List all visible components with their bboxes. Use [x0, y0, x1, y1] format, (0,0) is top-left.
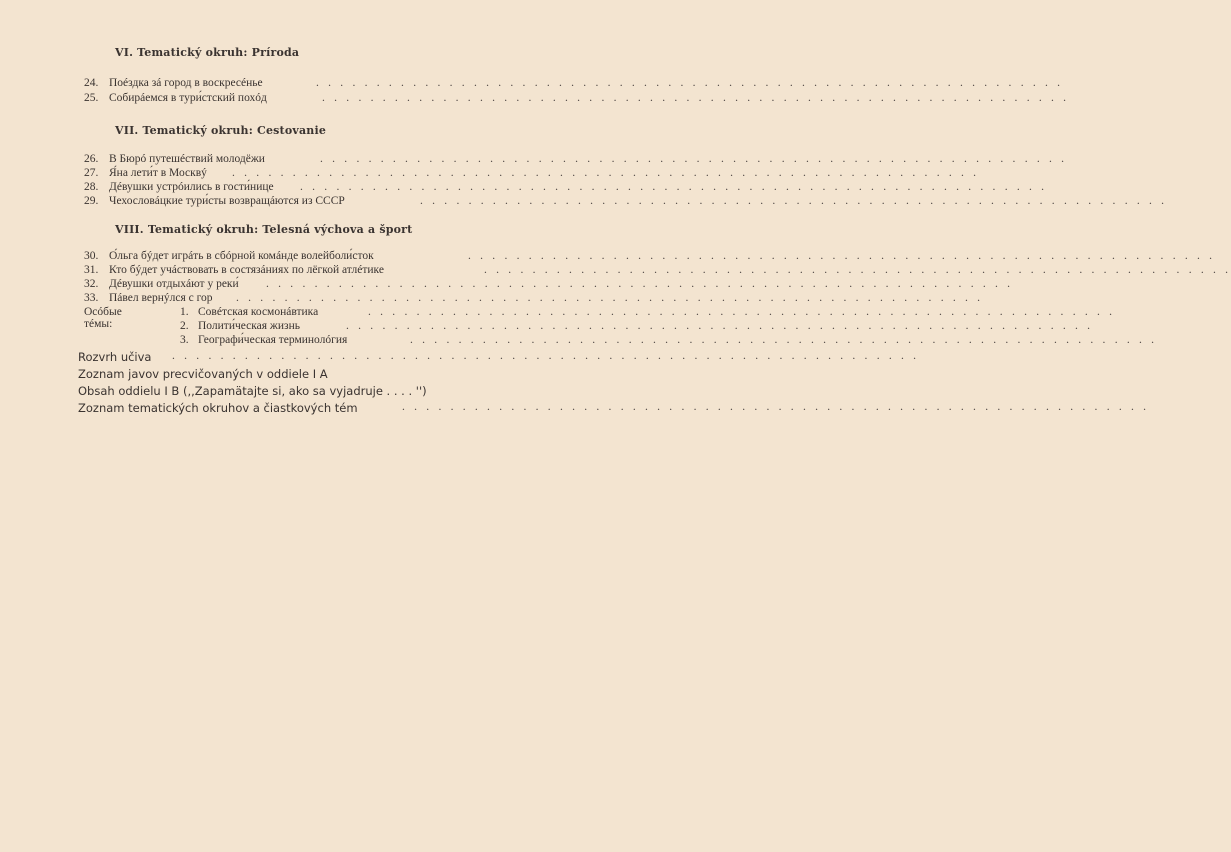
section-heading-vi: VI. Tematický okruh: Príroda — [115, 46, 300, 59]
entry-title: Rozvrh učiva — [78, 350, 152, 364]
leader-dots: . . . . . . . . . . . . . . . . . . . . . . . . . . . . . . . . . . . . . . . . . . . . . . . . . . . . . . . . . . . . . . — [420, 195, 1168, 207]
entry-title: Поéздка зá город в воскресéнье — [109, 77, 263, 89]
entry-title: Совéтская космонáвтика — [198, 306, 319, 318]
leader-dots: . . . . . . . . . . . . . . . . . . . . . . . . . . . . . . . . . . . . . . . . . . . . . . . . . . . . . . . . . . . . . . — [300, 181, 1048, 193]
entry-number: 33. — [84, 292, 99, 304]
leader-dots: . . . . . . . . . . . . . . . . . . . . . . . . . . . . . . . . . . . . . . . . . . . . . . . . . . . . . . . . . . . . . . — [316, 77, 1064, 89]
leader-dots: . . . . . . . . . . . . . . . . . . . . . . . . . . . . . . . . . . . . . . . . . . . . . . . . . . . . . . . . . . . . . . — [368, 306, 1116, 318]
entry-number: 27. — [84, 167, 99, 179]
entry-title: Полити́ческая жизнь — [198, 320, 300, 332]
entry-number: 28. — [84, 181, 99, 193]
leader-dots: . . . . . . . . . . . . . . . . . . . . . . . . . . . . . . . . . . . . . . . . . . . . . . . . . . . . . . . . . . . . . . — [484, 264, 1231, 276]
leader-dots: . . . . . . . . . . . . . . . . . . . . . . . . . . . . . . . . . . . . . . . . . . . . . . . . . . . . . . . . . . . . . . — [322, 92, 1070, 104]
entry-number: 25. — [84, 92, 99, 104]
entry-title: Кто бýдет учáствовать в состязáниях по лёгкой атлéтике — [109, 264, 384, 276]
entry-title: Пáвел вернýлся с гор — [109, 292, 213, 304]
entry-title: Дéвушки отдыхáют у реки́ — [109, 278, 239, 290]
leader-dots: . . . . . . . . . . . . . . . . . . . . . . . . . . . . . . . . . . . . . . . . . . . . . . . . . . . . . . . . . . . . . . — [232, 167, 980, 179]
entry-title: Zoznam javov precvičovaných v oddiele I A — [78, 367, 328, 381]
entry-title: Zoznam tematických okruhov a čiastkových tém — [78, 401, 358, 415]
entry-title: Чехословáцкие тури́сты возвращáются из СССР — [109, 195, 345, 207]
entry-number: 2. — [180, 320, 189, 332]
leader-dots: . . . . . . . . . . . . . . . . . . . . . . . . . . . . . . . . . . . . . . . . . . . . . . . . . . . . . . . . . . . . . . — [402, 401, 1150, 413]
section-heading-viii: VIII. Tematický okruh: Telesná výchova a šport — [115, 223, 413, 236]
entry-title: О́льга бýдет игрáть в сбóрной комáнде волейболи́сток — [109, 250, 374, 262]
leader-dots: . . . . . . . . . . . . . . . . . . . . . . . . . . . . . . . . . . . . . . . . . . . . . . . . . . . . . . . . . . . . . . — [468, 250, 1216, 262]
leader-dots: . . . . . . . . . . . . . . . . . . . . . . . . . . . . . . . . . . . . . . . . . . . . . . . . . . . . . . . . . . . . . . — [346, 320, 1094, 332]
entry-number: 30. — [84, 250, 99, 262]
entry-title: Собирáемся в тури́стский похóд — [109, 92, 267, 104]
entry-number: 3. — [180, 334, 189, 346]
leader-dots: . . . . . . . . . . . . . . . . . . . . . . . . . . . . . . . . . . . . . . . . . . . . . . . . . . . . . . . . . . . . . . — [410, 334, 1158, 346]
leader-dots: . . . . . . . . . . . . . . . . . . . . . . . . . . . . . . . . . . . . . . . . . . . . . . . . . . . . . . . . . . . . . . — [266, 278, 1014, 290]
entry-title: Я́на лети́т в Москвý — [109, 167, 207, 179]
entry-number: 31. — [84, 264, 99, 276]
entry-number: 26. — [84, 153, 99, 165]
entry-title: В Бюрó путешéствий молодёжи — [109, 153, 265, 165]
special-topics-label: Осóбые тéмы: — [84, 306, 122, 330]
entry-title: Obsah oddielu I B (,,Zapamätajte si, ako sa vyjadruje . . . . '') — [78, 384, 427, 398]
section-heading-vii: VII. Tematický okruh: Cestovanie — [115, 124, 327, 137]
entry-title: Географи́ческая терминолóгия — [198, 334, 348, 346]
leader-dots: . . . . . . . . . . . . . . . . . . . . . . . . . . . . . . . . . . . . . . . . . . . . . . . . . . . . . . . . . . . . . . — [236, 292, 984, 304]
entry-number: 1. — [180, 306, 189, 318]
entry-title: Дéвушки устрóились в гости́нице — [109, 181, 274, 193]
entry-number: 32. — [84, 278, 99, 290]
leader-dots: . . . . . . . . . . . . . . . . . . . . . . . . . . . . . . . . . . . . . . . . . . . . . . . . . . . . . . . . . . . . . . — [172, 350, 920, 362]
entry-number: 29. — [84, 195, 99, 207]
leader-dots: . . . . . . . . . . . . . . . . . . . . . . . . . . . . . . . . . . . . . . . . . . . . . . . . . . . . . . . . . . . . . . — [320, 153, 1068, 165]
entry-number: 24. — [84, 77, 99, 89]
